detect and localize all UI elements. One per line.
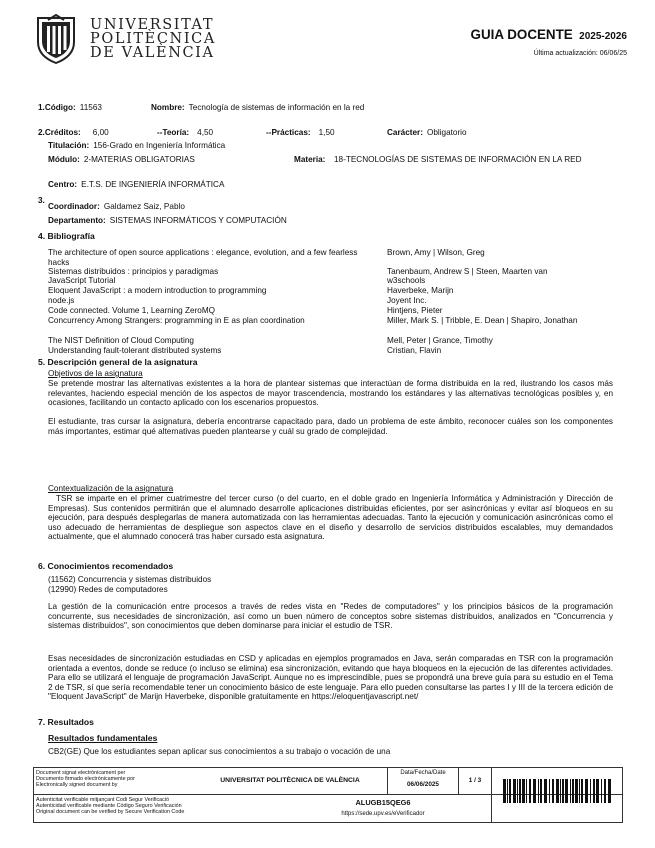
signature-footer (33, 767, 623, 823)
contexto-paragraph: TSR se imparte en el primer cuatrimestre del tercer curso (o del cuarto, en el doble grado en Ingeniería Informática y Administración y Dirección de Empresas). Sus contenidos permitirán que el alumnado desarrolle aplicaciones distribuidas eficientes, por ser asincrónicas y evitar así bloqueos en su ejecución, para después desplegarlas de manera automatizada con las herramientas adecuadas. Tanto la ejecución y comunicación asincrónicas como el uso adecuado de herramientas de despliegue son aspectos clave en el diseño y desarrollo de servicios distribuidos escalables, muy demandados actualmente, que el alumnado conocerá tras haber cursado esta asignatura. (48, 494, 613, 542)
verification-caption: Autenticidad verificable mediante Código Seguro Verificación (36, 803, 182, 810)
document-title-block (471, 26, 627, 57)
materia-value: 18-TECNOLOGÍAS DE SISTEMAS DE INFORMACIÓN EN LA RED (334, 155, 582, 164)
section-1 (38, 103, 102, 113)
university-name-line-1: UNIVERSITAT (90, 17, 215, 33)
teoria-label: --Teoría: (157, 128, 190, 137)
bib-title: Understanding fault-tolerant distributed systems (48, 346, 222, 355)
caracter-label: Carácter: (387, 128, 423, 137)
departamento-label: Departamento: (48, 216, 106, 225)
recommended-course: (11562) Concurrencia y sistemas distribuidos (48, 575, 212, 584)
university-seal-icon (34, 14, 78, 64)
conocimientos-paragraph-1: La gestión de la comunicación entre procesos a través de redes vista en "Redes de computadores" y los principios básicos de la programación concurrente, sus necesidades de sincronización, así como un buen número de conceptos sobre sistemas distribuidos, analizados en "Concurrencia y sistemas distribuidos", son conocimientos que deben dominarse para iniciar el estudio de TSR. (48, 602, 613, 631)
university-logo (34, 14, 224, 64)
departamento-value: SISTEMAS INFORMÁTICOS Y COMPUTACIÓN (109, 216, 287, 225)
verification-caption: Original document can be verified by Secure Verification Code (36, 809, 185, 816)
practicas-field (266, 128, 335, 138)
university-name-line-2: POLITÈCNICA (90, 31, 216, 47)
modulo-label: Módulo: (48, 155, 80, 164)
objetivos-heading: Objetivos de la asignatura (48, 369, 143, 378)
barcode-icon (503, 779, 615, 803)
section-7-title: 7. Resultados (38, 717, 94, 727)
signature-caption: Electronically signed document by (36, 782, 118, 789)
materia-label: Materia: (294, 155, 326, 164)
modulo-field (48, 155, 195, 165)
bib-author: Cristian, Flavin (387, 346, 442, 355)
nombre-value: Tecnología de sistemas de información en la red (188, 103, 365, 112)
creditos-value: 6,00 (92, 128, 109, 137)
titulacion-value: 156-Grado en Ingeniería Informática (93, 141, 226, 150)
creditos-field (38, 128, 109, 138)
bib-title: Concurrency Among Strangers: programming in E as plan coordination (48, 316, 305, 325)
modulo-value: 2-MATERIAS OBLIGATORIAS (83, 155, 195, 164)
titulacion-field (48, 141, 225, 151)
teoria-value: 4,50 (197, 128, 214, 137)
signing-institution: UNIVERSITAT POLITÈCNICA DE VALÈNCIA (220, 777, 360, 784)
signature-caption: Documento firmado electrónicamente por (36, 776, 135, 783)
nombre-label: Nombre: (151, 103, 185, 112)
contexto-heading: Contextualización de la asignatura (48, 484, 174, 493)
teoria-field (157, 128, 213, 138)
resultados-fundamentales-heading: Resultados fundamentales (48, 733, 158, 743)
section-6-title: 6. Conocimientos recomendados (38, 561, 174, 571)
bib-author: Mell, Peter | Grance, Timothy (387, 336, 493, 345)
bib-title: Sistemas distribuidos : principios y paradigmas (48, 267, 219, 276)
bib-author: Haverbeke, Marijn (387, 286, 454, 295)
caracter-field (387, 128, 467, 138)
coordinador-value: Galdamez Saiz, Pablo (103, 202, 185, 211)
practicas-value: 1,50 (318, 128, 335, 137)
bibliography-item (48, 248, 608, 268)
codigo-label: Código: (44, 103, 76, 112)
objetivos-paragraph-1: Se pretende mostrar las alternativas existentes a la hora de plantear sistemas que interactúan de forma distribuida en la red, ilustrando los casos más relevantes, haciendo especial mención de los aspectos de mayor trascendencia, mostrando los estándares y las alternativas tecnológicas posibles y, en ocasiones, facilitando un contacto aplicado con los escenarios propuestos. (48, 379, 613, 408)
bib-author: Brown, Amy | Wilson, Greg (387, 248, 485, 257)
signature-caption: Document signat electrònicament per (36, 770, 126, 776)
caracter-value: Obligatorio (426, 128, 467, 137)
bib-author: w3schools (387, 276, 426, 285)
centro-label: Centro: (48, 180, 78, 189)
verification-caption: Autenticitat verificable mitjançant Codi Segur Verificació (36, 797, 170, 803)
bib-author: Hintjens, Pieter (387, 306, 443, 315)
nombre-field (151, 103, 364, 113)
section-number: 1. (38, 103, 45, 112)
conocimientos-paragraph-2: Esas necesidades de sincronización estudiadas en CSD y aplicadas en ejemplos programados en Java, serán comparadas en TSR con la programación orientada a eventos, donde se reduce (o incluso se elimina) esa sincronización, evitando que haya bloqueos en la ejecución de las diferentes actividades. Para ello se utilizará el lenguaje de programación JavaScript. Aunque no es imprescindible, pues se propondrá una breve guía para su estudio en el Tema 2 de TSR, sí que sería recomendable tener un conocimiento básico de este lenguaje. Para ello pueden consultarse las partes I y III de la tercera edición de "Eloquent JavaScript" de Marijn Haverbeke, disponible gratuitamente en https://eloquentjavascript.net/ (48, 654, 613, 702)
section-4-title: 4. Bibliografía (38, 231, 95, 241)
bib-title: Code connected. Volume 1, Learning ZeroMQ (48, 306, 216, 315)
section-number: 2. (38, 128, 45, 137)
verification-code: ALUGB15QEG6 (355, 798, 411, 807)
section-3-number: 3. (38, 196, 45, 205)
bib-author: Miller, Mark S. | Tribble, E. Dean | Shapiro, Jonathan (387, 316, 578, 325)
practicas-label: --Prácticas: (266, 128, 311, 137)
bib-title: Eloquent JavaScript : a modern introduction to programming (48, 286, 267, 295)
codigo-value: 11563 (79, 103, 102, 112)
bib-title: The NIST Definition of Cloud Computing (48, 336, 194, 345)
resultado-text: CB2(GE) Que los estudiantes sepan aplicar sus conocimientos a su trabajo o vocación de una (48, 747, 391, 756)
academic-year: 2025-2026 (579, 31, 627, 42)
page-indicator: 1 / 3 (468, 777, 482, 784)
departamento-field (48, 216, 287, 226)
coordinador-label: Coordinador: (48, 202, 100, 211)
bib-title: The architecture of open source applications : elegance, evolution, and a few fearless hacks (48, 248, 358, 267)
creditos-label: Créditos: (44, 128, 81, 137)
bib-author: Tanenbaum, Andrew S | Steen, Maarten van (387, 267, 548, 276)
verification-url[interactable]: https://sede.upv.es/eVerificador (341, 811, 425, 817)
document-title: GUIA DOCENTE (470, 27, 573, 42)
recommended-course: (12990) Redes de computadores (48, 585, 168, 594)
bib-title: node.js (48, 296, 75, 305)
bib-title: JavaScript Tutorial (48, 276, 116, 285)
section-5-title: 5. Descripción general de la asignatura (38, 357, 198, 367)
date-label: Data/Fecha/Date (400, 770, 446, 776)
university-name-line-3: DE VALÈNCIA (90, 45, 215, 61)
signature-date: 06/06/2025 (407, 781, 439, 789)
titulacion-label: Titulación: (48, 141, 90, 150)
bib-author: Joyent Inc. (387, 296, 427, 305)
last-update: Última actualización: 06/06/25 (533, 50, 627, 57)
coordinador-field (48, 202, 185, 212)
centro-value: E.T.S. DE INGENIERÍA INFORMÁTICA (81, 180, 225, 189)
centro-field (48, 180, 224, 190)
objetivos-paragraph-2: El estudiante, tras cursar la asignatura, debería encontrarse capacitado para, dado un problema de este ámbito, reconocer cuáles son los componentes más importantes, estimar qué alternativas pueden plantearse y cuál su grado de complejidad. (48, 417, 613, 436)
